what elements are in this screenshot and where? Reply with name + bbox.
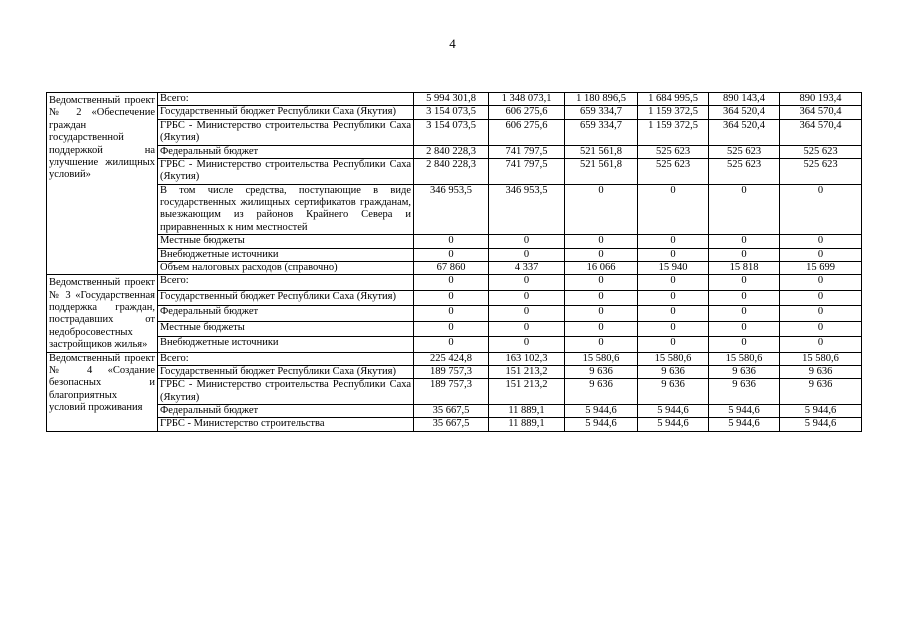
total-value-cell: 2 840 228,3 (414, 158, 489, 184)
year-value-cell: 9 636 (638, 379, 709, 405)
funding-source-cell: Всего: (158, 93, 414, 106)
table-row (47, 337, 862, 353)
year-value-cell: 525 623 (638, 158, 709, 184)
funding-source-cell: ГРБС - Министерство строительства Республики Саха (Якутия) (158, 158, 414, 184)
funding-source-cell: Федеральный бюджет (158, 145, 414, 158)
table-row (47, 184, 862, 235)
year-value-cell: 0 (780, 248, 862, 261)
funding-source-cell: Объем налоговых расходов (справочно) (158, 261, 414, 274)
year-value-cell: 0 (565, 290, 638, 305)
year-value-cell: 1 348 073,1 (489, 93, 565, 106)
year-value-cell: 1 159 372,5 (638, 119, 709, 145)
year-value-cell: 15 580,6 (709, 352, 780, 365)
year-value-cell: 0 (489, 248, 565, 261)
funding-source-cell: Государственный бюджет Республики Саха (Якутия) (158, 290, 414, 305)
table-row (47, 93, 862, 106)
year-value-cell: 364 520,4 (709, 106, 780, 119)
year-value-cell: 9 636 (565, 379, 638, 405)
table-row (47, 145, 862, 158)
year-value-cell: 15 580,6 (565, 352, 638, 365)
year-value-cell: 0 (709, 184, 780, 235)
year-value-cell: 525 623 (709, 145, 780, 158)
year-value-cell: 0 (709, 248, 780, 261)
funding-source-cell: Местные бюджеты (158, 235, 414, 248)
funding-source-cell: Местные бюджеты (158, 321, 414, 336)
total-value-cell: 0 (414, 235, 489, 248)
year-value-cell: 0 (489, 337, 565, 353)
total-value-cell: 5 994 301,8 (414, 93, 489, 106)
year-value-cell: 0 (638, 337, 709, 353)
year-value-cell: 0 (780, 184, 862, 235)
year-value-cell: 606 275,6 (489, 106, 565, 119)
total-value-cell: 0 (414, 337, 489, 353)
year-value-cell: 0 (638, 248, 709, 261)
year-value-cell: 16 066 (565, 261, 638, 274)
year-value-cell: 5 944,6 (565, 405, 638, 418)
year-value-cell: 0 (565, 337, 638, 353)
table-row (47, 418, 862, 432)
funding-source-cell: Внебюджетные источники (158, 337, 414, 353)
year-value-cell: 0 (780, 290, 862, 305)
year-value-cell: 15 940 (638, 261, 709, 274)
total-value-cell: 35 667,5 (414, 418, 489, 432)
year-value-cell: 15 818 (709, 261, 780, 274)
year-value-cell: 521 561,8 (565, 158, 638, 184)
total-value-cell: 0 (414, 275, 489, 290)
year-value-cell: 1 684 995,5 (638, 93, 709, 106)
year-value-cell: 606 275,6 (489, 119, 565, 145)
year-value-cell: 890 143,4 (709, 93, 780, 106)
year-value-cell: 5 944,6 (638, 418, 709, 432)
year-value-cell: 525 623 (780, 158, 862, 184)
table-row (47, 306, 862, 321)
funding-source-cell: Федеральный бюджет (158, 405, 414, 418)
year-value-cell: 15 580,6 (638, 352, 709, 365)
table-row (47, 106, 862, 119)
total-value-cell: 0 (414, 248, 489, 261)
project-name-cell: Ведомственный проект № 2 «Обеспечение граждан государственной поддержкой на улучшение жилищных условий» (47, 93, 158, 275)
year-value-cell: 0 (780, 321, 862, 336)
funding-source-cell: ГРБС - Министерство строительства (158, 418, 414, 432)
funding-source-cell: ГРБС - Министерство строительства Республики Саха (Якутия) (158, 119, 414, 145)
table-row (47, 379, 862, 405)
year-value-cell: 9 636 (565, 365, 638, 378)
table-row (47, 405, 862, 418)
year-value-cell: 163 102,3 (489, 352, 565, 365)
total-value-cell: 3 154 073,5 (414, 119, 489, 145)
total-value-cell: 35 667,5 (414, 405, 489, 418)
table-row (47, 365, 862, 378)
table-row (47, 275, 862, 290)
funding-source-cell: Федеральный бюджет (158, 306, 414, 321)
year-value-cell: 364 520,4 (709, 119, 780, 145)
year-value-cell: 0 (638, 290, 709, 305)
year-value-cell: 0 (638, 235, 709, 248)
year-value-cell: 0 (489, 321, 565, 336)
year-value-cell: 0 (489, 306, 565, 321)
year-value-cell: 9 636 (780, 365, 862, 378)
funding-source-cell: Государственный бюджет Республики Саха (Якутия) (158, 365, 414, 378)
year-value-cell: 346 953,5 (489, 184, 565, 235)
year-value-cell: 5 944,6 (709, 418, 780, 432)
total-value-cell: 346 953,5 (414, 184, 489, 235)
total-value-cell: 3 154 073,5 (414, 106, 489, 119)
year-value-cell: 4 337 (489, 261, 565, 274)
total-value-cell: 225 424,8 (414, 352, 489, 365)
total-value-cell: 67 860 (414, 261, 489, 274)
year-value-cell: 0 (709, 306, 780, 321)
total-value-cell: 2 840 228,3 (414, 145, 489, 158)
total-value-cell: 189 757,3 (414, 379, 489, 405)
funding-source-cell: Всего: (158, 275, 414, 290)
year-value-cell: 9 636 (638, 365, 709, 378)
funding-source-cell: Всего: (158, 352, 414, 365)
year-value-cell: 0 (709, 235, 780, 248)
year-value-cell: 11 889,1 (489, 418, 565, 432)
project-name-cell: Ведомственный проект № 3 «Государственная поддержка граждан, пострадавших от недобросовестных застройщиков жилья» (47, 275, 158, 352)
year-value-cell: 0 (638, 306, 709, 321)
year-value-cell: 5 944,6 (565, 418, 638, 432)
funding-source-cell: Государственный бюджет Республики Саха (Якутия) (158, 106, 414, 119)
year-value-cell: 741 797,5 (489, 145, 565, 158)
year-value-cell: 525 623 (780, 145, 862, 158)
table-row (47, 261, 862, 274)
year-value-cell: 0 (565, 184, 638, 235)
year-value-cell: 151 213,2 (489, 365, 565, 378)
year-value-cell: 0 (780, 337, 862, 353)
year-value-cell: 151 213,2 (489, 379, 565, 405)
year-value-cell: 5 944,6 (638, 405, 709, 418)
year-value-cell: 0 (565, 248, 638, 261)
budget-table (46, 92, 862, 432)
year-value-cell: 5 944,6 (780, 418, 862, 432)
year-value-cell: 0 (780, 275, 862, 290)
table-row (47, 119, 862, 145)
table-row (47, 321, 862, 336)
year-value-cell: 659 334,7 (565, 106, 638, 119)
year-value-cell: 890 193,4 (780, 93, 862, 106)
year-value-cell: 0 (565, 306, 638, 321)
table-row (47, 352, 862, 365)
year-value-cell: 9 636 (780, 379, 862, 405)
year-value-cell: 0 (709, 321, 780, 336)
year-value-cell: 0 (489, 290, 565, 305)
year-value-cell: 521 561,8 (565, 145, 638, 158)
year-value-cell: 0 (638, 321, 709, 336)
total-value-cell: 0 (414, 290, 489, 305)
year-value-cell: 364 570,4 (780, 106, 862, 119)
page-number: 4 (449, 36, 456, 51)
table-row (47, 158, 862, 184)
total-value-cell: 0 (414, 306, 489, 321)
funding-source-cell: Внебюджетные источники (158, 248, 414, 261)
year-value-cell: 0 (565, 275, 638, 290)
year-value-cell: 0 (489, 235, 565, 248)
year-value-cell: 0 (780, 235, 862, 248)
year-value-cell: 659 334,7 (565, 119, 638, 145)
year-value-cell: 0 (489, 275, 565, 290)
year-value-cell: 0 (709, 337, 780, 353)
year-value-cell: 525 623 (709, 158, 780, 184)
year-value-cell: 15 699 (780, 261, 862, 274)
year-value-cell: 11 889,1 (489, 405, 565, 418)
table-row (47, 235, 862, 248)
year-value-cell: 525 623 (638, 145, 709, 158)
total-value-cell: 189 757,3 (414, 365, 489, 378)
total-value-cell: 0 (414, 321, 489, 336)
funding-source-cell: ГРБС - Министерство строительства Республики Саха (Якутия) (158, 379, 414, 405)
year-value-cell: 9 636 (709, 365, 780, 378)
year-value-cell: 0 (565, 235, 638, 248)
year-value-cell: 0 (709, 275, 780, 290)
project-name-cell: Ведомственный проект № 4 «Создание безопасных и благоприятных условий проживания (47, 352, 158, 432)
funding-source-cell: В том числе средства, поступающие в виде государственных жилищных сертификатов гражданам, выезжающим из районов Крайнего Севера и приравненных к ним местностей (158, 184, 414, 235)
year-value-cell: 9 636 (709, 379, 780, 405)
year-value-cell: 0 (709, 290, 780, 305)
year-value-cell: 5 944,6 (709, 405, 780, 418)
year-value-cell: 5 944,6 (780, 405, 862, 418)
year-value-cell: 1 159 372,5 (638, 106, 709, 119)
year-value-cell: 741 797,5 (489, 158, 565, 184)
budget-table-body (47, 93, 862, 432)
year-value-cell: 0 (780, 306, 862, 321)
table-row (47, 248, 862, 261)
year-value-cell: 0 (565, 321, 638, 336)
year-value-cell: 364 570,4 (780, 119, 862, 145)
year-value-cell: 0 (638, 184, 709, 235)
table-row (47, 290, 862, 305)
year-value-cell: 0 (638, 275, 709, 290)
year-value-cell: 1 180 896,5 (565, 93, 638, 106)
year-value-cell: 15 580,6 (780, 352, 862, 365)
